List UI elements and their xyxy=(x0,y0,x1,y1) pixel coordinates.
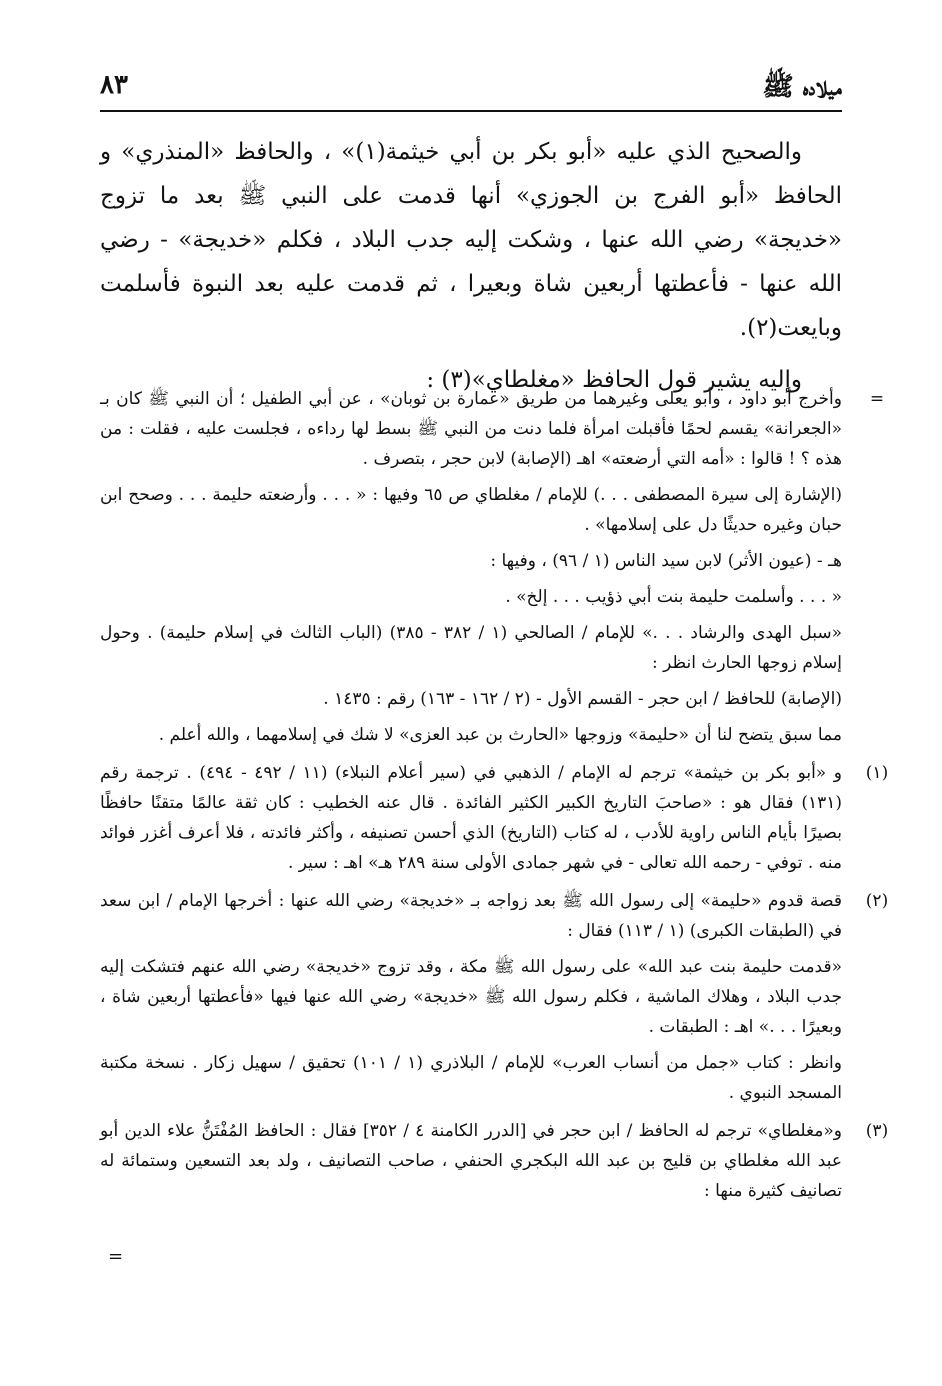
footnote-paragraph: (الإشارة إلى سيرة المصطفى . . .) للإمام / مغلطاي ص ٦٥ وفيها : « . . . وأرضعته حليمة . . . وصحح ابن حبان وغيره حديثًا دل على إسلامها» . xyxy=(100,485,842,535)
verse-intro: وإليه يشير قول الحافظ «مغلطاي»(٣) : xyxy=(426,367,802,393)
footnote-number: (١) xyxy=(865,763,889,783)
footnote-paragraph: و«مغلطاي» ترجم له الحافظ / ابن حجر في [الدرر الكامنة ٤ / ٣٥٢] فقال : الحافظ المُفْتَنُّ علاء الدين أبو عبد الله مغلطاي بن قليج بن عبد الله البكجري الحنفي ، صاحب التصانيف ، ولد بعد التسعين وستمائة له تصانيف كثيرة منها : xyxy=(100,1121,842,1201)
footnote-2 xyxy=(100,886,889,1108)
footnotes xyxy=(100,384,889,1214)
footnote-paragraph: قصة قدوم «حليمة» إلى رسول الله ﷺ بعد زواجه بـ «خديجة» رضي الله عنها : أخرجها الإمام / ابن سعد في (الطبقات الكبرى) (١ / ١١٣) فقال : xyxy=(100,891,842,941)
footnote-paragraph: «قدمت حليمة بنت عبد الله» على رسول الله ﷺ مكة ، وقد تزوج «خديجة» رضي الله عنهم فتشكت إليه جدب البلاد ، وهلاك الماشية ، فكلم رسول الله ﷺ «خديجة» رضي الله عنها فيها «فأعطتها أربعين شاة ، وبعيرًا . . .» اهـ : الطبقات . xyxy=(100,957,842,1037)
footnote-paragraph: (الإصابة) للحافظ / ابن حجر - القسم الأول - (٢ / ١٦٢ - ١٦٣) رقم : ١٤٣٥ . xyxy=(323,689,842,709)
footnote-paragraph: و «أبو بكر بن خيثمة» ترجم له الإمام / الذهبي في (سير أعلام النبلاء) (١١ / ٤٩٢ - ٤٩٤) . ترجمة رقم (١٣١) فقال هو : «صاحبَ التاريخ الكبير الكثير الفائدة . قال عنه الخطيب : كان ثقة عالمًا متقنًا حافظًا بصيرًا بأيام الناس راوية للأدب ، له كتاب (التاريخ) الذي أحسن تصنيفه ، وأكثر فائدته ، فلا أعرف أغزر فوائد منه . توفي - رحمه الله تعالى - في شهر جمادى الأولى سنة ٢٨٩ هـ» اهـ : سير . xyxy=(100,763,842,873)
footnote-paragraph: وانظر : كتاب «جمل من أنساب العرب» للإمام / البلاذري (١ / ١٠١) تحقيق / سهيل زكار . نسخة مكتبة المسجد النبوي . xyxy=(100,1053,842,1103)
footnote-paragraph: «سبل الهدى والرشاد . . .» للإمام / الصالحي (١ / ٣٨٢ - ٣٨٥) (الباب الثالث في إسلام حليمة) . وحول إسلام زوجها الحارث انظر : xyxy=(100,623,842,673)
header-rule xyxy=(100,110,842,112)
footnote-paragraph: مما سبق يتضح لنا أن «حليمة» وزوجها «الحارث بن عبد العزى» لا شك في إسلامهما ، والله أعلم . xyxy=(158,725,842,745)
footnote-3 xyxy=(100,1116,889,1206)
footnote-1 xyxy=(100,758,889,878)
page-header xyxy=(100,70,842,110)
footnote-paragraph: وأخرج أبو داود ، وأبو يعلى وغيرهما من طريق «عمارة بن ثوبان» ، عن أبي الطفيل ؛ أن النبي ﷺ كان بـ «الجعرانة» يقسم لحمًا فأقبلت امرأة فلما دنت من النبي ﷺ بسط لها رداءه ، فجلست عليه ، فقلت : من هذه ؟ ! قالوا : «أمه التي أرضعته» اهـ (الإصابة) لابن حجر ، بتصرف . xyxy=(100,389,842,469)
footnote-number: (٣) xyxy=(865,1121,889,1141)
continuation-end-marker: = xyxy=(108,1246,124,1267)
footnote-number: (٢) xyxy=(865,891,889,911)
footnote-paragraph: « . . . وأسلمت حليمة بنت أبي ذؤيب . . . إلخ» . xyxy=(505,587,842,607)
footnote-paragraph: هـ - (عيون الأثر) لابن سيد الناس (١ / ٩٦) ، وفيها : xyxy=(490,551,842,571)
page-number: ٨٣ xyxy=(100,70,128,100)
running-title: ميلاده ﷺ xyxy=(762,72,842,102)
main-text xyxy=(100,130,842,402)
footnote-continuation xyxy=(100,384,885,750)
main-paragraph: والصحيح الذي عليه «أبو بكر بن أبي خيثمة(١)» ، والحافظ «المنذري» و الحافظ «أبو الفرج بن الجوزي» أنها قدمت على النبي ﷺ بعد ما تزوج «خديجة» رضي الله عنها ، وشكت إليه جدب البلاد ، فكلم «خديجة» - رضي الله عنها - فأعطتها أربعين شاة وبعيرا ، ثم قدمت عليه بعد النبوة فأسلمت وبايعت(٢). xyxy=(100,139,842,341)
continuation-marker: = xyxy=(869,389,885,409)
